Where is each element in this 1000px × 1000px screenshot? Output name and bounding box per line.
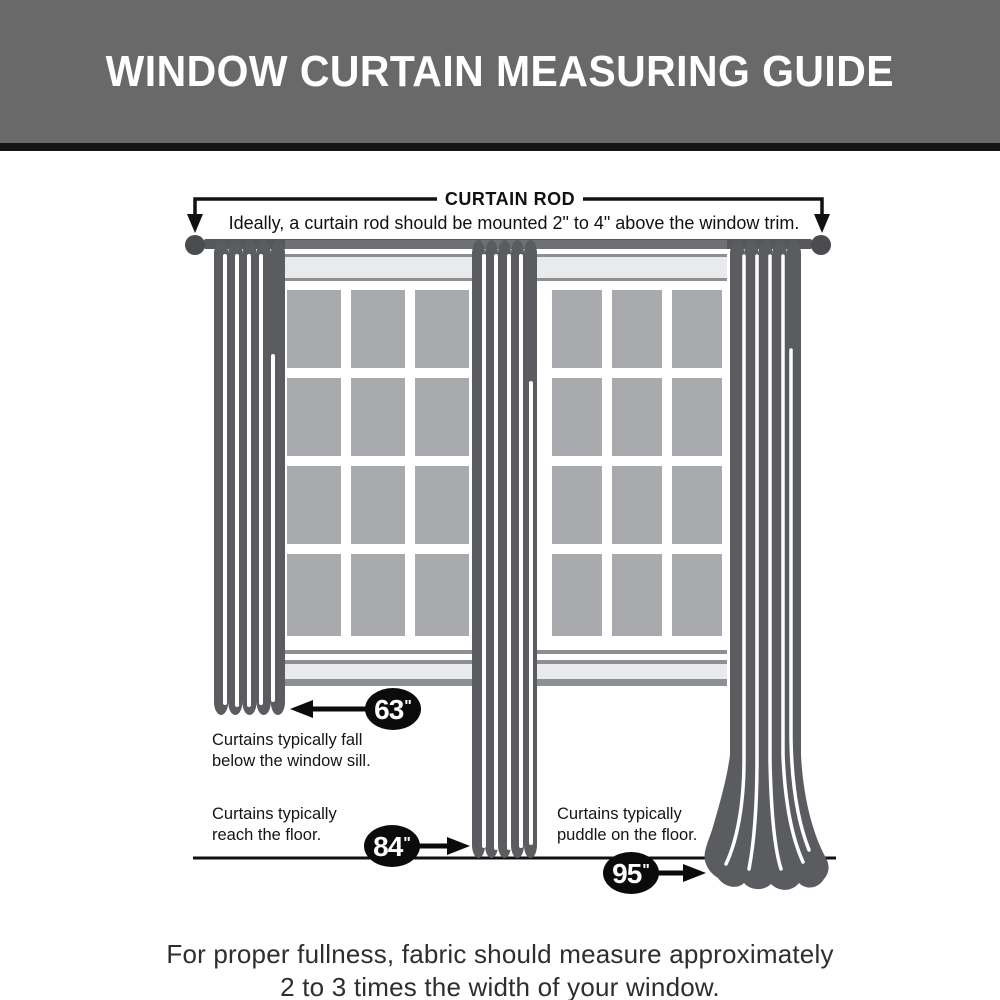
badge-value: 63 — [374, 694, 404, 725]
mullion — [552, 368, 722, 378]
curtain-right-body — [705, 240, 829, 890]
note-line: Curtains typically fall — [212, 731, 363, 749]
curtain-rod-label: CURTAIN ROD — [437, 188, 583, 210]
badge-95-label — [612, 858, 650, 890]
badge-84-label — [373, 831, 411, 863]
mullion — [552, 544, 722, 554]
mullion — [287, 456, 469, 466]
note-line: puddle on the floor. — [557, 826, 698, 844]
inch-mark: " — [642, 862, 650, 879]
note-line: below the window sill. — [212, 752, 371, 770]
inch-mark: " — [403, 835, 411, 852]
footer-caption — [0, 938, 1000, 1000]
right-arrow-icon — [447, 837, 470, 855]
window-panes-left — [287, 290, 469, 636]
left-arrow-icon — [290, 700, 313, 718]
curtain-rod-note: Ideally, a curtain rod should be mounted 2" to 4" above the window trim. — [228, 213, 800, 233]
curtain-panel-63 — [214, 240, 285, 715]
note-line: Curtains typically — [557, 805, 682, 823]
mullion — [287, 544, 469, 554]
mullion — [552, 456, 722, 466]
mullion — [287, 368, 469, 378]
badge-value: 84 — [373, 831, 403, 862]
curtain-panel-95 — [705, 240, 829, 890]
curtain-center-body — [472, 240, 537, 858]
note-puddle-floor — [557, 804, 697, 846]
badge-value: 95 — [612, 858, 642, 889]
page-title: WINDOW CURTAIN MEASURING GUIDE — [105, 46, 895, 96]
rod-finial-left-icon — [185, 235, 205, 255]
right-arrow-icon — [683, 864, 706, 882]
footer-line-1: For proper fullness, fabric should measure approximately — [166, 939, 834, 969]
note-below-sill — [212, 730, 371, 772]
note-line: reach the floor. — [212, 826, 322, 844]
inch-mark: " — [404, 698, 412, 715]
note-reach-floor — [212, 804, 337, 846]
window-panes-right — [552, 290, 722, 636]
footer-line-2: 2 to 3 times the width of your window. — [280, 972, 720, 1000]
badge-63-label — [374, 694, 412, 726]
curtain-panel-84 — [472, 240, 537, 858]
rod-finial-right-icon — [811, 235, 831, 255]
note-line: Curtains typically — [212, 805, 337, 823]
